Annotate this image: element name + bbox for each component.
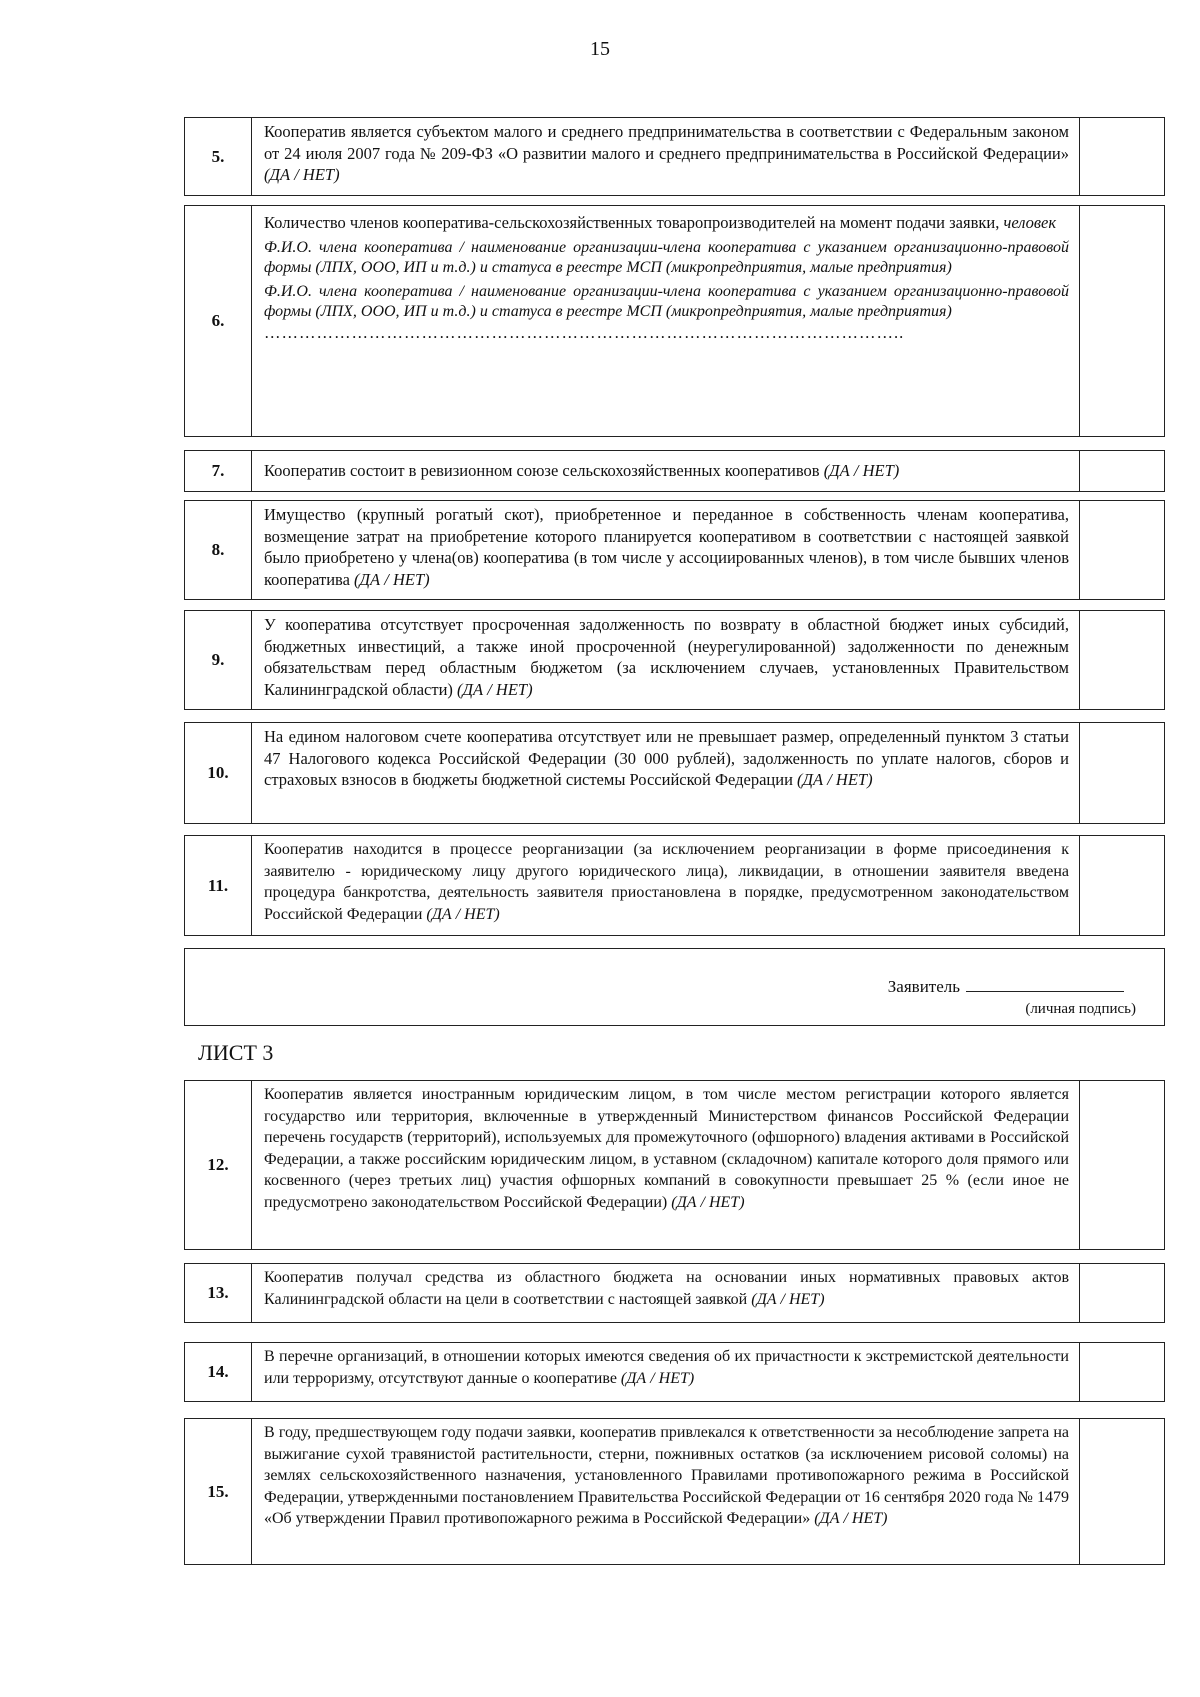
yes-no-option: (ДА / НЕТ) bbox=[823, 461, 900, 481]
answer-cell[interactable] bbox=[1080, 836, 1164, 935]
yes-no-option: (ДА / НЕТ) bbox=[264, 165, 340, 184]
row-text bbox=[252, 1081, 1080, 1249]
answer-cell[interactable] bbox=[1080, 1081, 1164, 1249]
table-row bbox=[184, 835, 1165, 936]
applicant-label: Заявитель bbox=[887, 977, 960, 996]
answer-cell[interactable] bbox=[1080, 1343, 1164, 1401]
sheet-title: ЛИСТ 3 bbox=[198, 1040, 274, 1065]
row-statement: Имущество (крупный рогатый скот), приобретенное и переданное в собственность членам кооператива, возмещение затрат на приобретение которого планируется кооперативом в соответствии с настоящей заявкой было приобретено у члена(ов) кооператива (в том числе у ассоциированных членов), в том числе бывших членов кооператива bbox=[264, 505, 1069, 589]
row-text bbox=[252, 1343, 1080, 1401]
row-number: 15. bbox=[185, 1419, 252, 1564]
table-row bbox=[184, 1342, 1165, 1402]
table-row bbox=[184, 1263, 1165, 1323]
row-statement: Кооператив является субъектом малого и среднего предпринимательства в соответствии с Федеральным законом от 24 июля 2007 года № 209-ФЗ «О развитии малого и среднего предпринимательства в Российской Федерации» bbox=[264, 122, 1069, 163]
signature-line bbox=[888, 975, 1124, 997]
yes-no-option: (ДА / НЕТ) bbox=[751, 1290, 825, 1308]
answer-cell[interactable] bbox=[1080, 118, 1164, 195]
member-note: Ф.И.О. члена кооператива / наименование организации-члена кооператива с указанием организационно-правовой формы (ЛПХ, ООО, ИП и т.д.) и статуса в реестре МСП (микропредприятия, малые предприятия) bbox=[264, 282, 1069, 320]
row-text bbox=[252, 451, 1080, 491]
table-row bbox=[184, 722, 1165, 824]
answer-cell[interactable] bbox=[1080, 1419, 1164, 1564]
table-row bbox=[184, 205, 1165, 437]
member-note: Ф.И.О. члена кооператива / наименование организации-члена кооператива с указанием организационно-правовой формы (ЛПХ, ООО, ИП и т.д.) и статуса в реестре МСП (микропредприятия, малые предприятия) bbox=[264, 238, 1069, 276]
row-text bbox=[252, 501, 1080, 599]
row-number: 8. bbox=[185, 501, 252, 599]
unit-label: человек bbox=[1003, 213, 1057, 232]
page-number: 15 bbox=[590, 38, 610, 60]
row-statement: У кооператива отсутствует просроченная задолженность по возврату в областной бюджет иных субсидий, бюджетных инвестиций, а также иной просроченной (неурегулированной) задолженности по денежным обязательствам перед областным бюджетом (за исключением случаев, установленных Правительством Калининградской области) bbox=[264, 615, 1069, 699]
table-row bbox=[184, 117, 1165, 196]
yes-no-option: (ДА / НЕТ) bbox=[426, 905, 500, 923]
row-text bbox=[252, 118, 1080, 195]
row-number: 13. bbox=[185, 1264, 252, 1322]
table-row bbox=[184, 500, 1165, 600]
row-text bbox=[252, 723, 1080, 823]
row-text bbox=[252, 1419, 1080, 1564]
row-number: 10. bbox=[185, 723, 252, 823]
row-text bbox=[252, 206, 1080, 436]
yes-no-option: (ДА / НЕТ) bbox=[457, 679, 533, 699]
yes-no-option: (ДА / НЕТ) bbox=[797, 770, 873, 789]
row-number: 9. bbox=[185, 611, 252, 709]
answer-cell[interactable] bbox=[1080, 206, 1164, 436]
row-statement: Кооператив находится в процессе реорганизации (за исключением реорганизации в форме присоединения к заявителю - юридическому лицу другого юридического лица), ликвидации, в отношении заявителя введена процедура банкротства, деятельность заявителя приостановлена в порядке, предусмотренном законодательством Российской Федерации bbox=[264, 841, 1069, 923]
table-row bbox=[184, 450, 1165, 492]
table-row bbox=[184, 1418, 1165, 1565]
row-number: 6. bbox=[185, 206, 252, 436]
row-text bbox=[252, 836, 1080, 935]
row-text bbox=[252, 1264, 1080, 1322]
dotted-line: ……………………………………………………………………………………………….. bbox=[264, 322, 905, 342]
signature-block bbox=[184, 948, 1165, 1026]
row-number: 7. bbox=[185, 451, 252, 491]
table-row bbox=[184, 1080, 1165, 1250]
row-statement: В году, предшествующем году подачи заявки, кооператив привлекался к ответственности за несоблюдение запрета на выжигание сухой травянистой растительности, стерни, пожнивных остатков (за исключением рисовой соломы) на землях сельскохозяйственного назначения, установленного Правилами противопожарного режима в Российской Федерации, утвержденными постановлением Правительства Российской Федерации от 16 сентября 2020 года № 1479 «Об утверждении Правил противопожарного режима в Российской Федерации» bbox=[264, 1424, 1069, 1527]
row-number: 11. bbox=[185, 836, 252, 935]
row-number: 14. bbox=[185, 1343, 252, 1401]
table-row bbox=[184, 610, 1165, 710]
row-statement: Кооператив получал средства из областного бюджета на основании иных нормативных правовых актов Калининградской области на цели в соответствии с настоящей заявкой bbox=[264, 1269, 1069, 1308]
yes-no-option: (ДА / НЕТ) bbox=[620, 1369, 695, 1387]
row-number: 12. bbox=[185, 1081, 252, 1249]
answer-cell[interactable] bbox=[1080, 501, 1164, 599]
answer-cell[interactable] bbox=[1080, 611, 1164, 709]
signature-caption: (личная подпись) bbox=[1025, 1001, 1136, 1017]
signature-field[interactable] bbox=[966, 975, 1124, 992]
answer-cell[interactable] bbox=[1080, 1264, 1164, 1322]
row-statement: Кооператив состоит в ревизионном союзе сельскохозяйственных кооперативов bbox=[264, 461, 820, 481]
row-text bbox=[252, 611, 1080, 709]
answer-cell[interactable] bbox=[1080, 451, 1164, 491]
row-statement: Количество членов кооператива-сельскохозяйственных товаропроизводителей на момент подачи заявки, bbox=[264, 213, 1000, 232]
yes-no-option: (ДА / НЕТ) bbox=[354, 569, 430, 589]
row-statement: В перечне организаций, в отношении которых имеются сведения об их причастности к экстремистской деятельности или терроризму, отсутствуют данные о кооперативе bbox=[264, 1348, 1069, 1387]
yes-no-option: (ДА / НЕТ) bbox=[671, 1193, 745, 1211]
answer-cell[interactable] bbox=[1080, 723, 1164, 823]
yes-no-option: (ДА / НЕТ) bbox=[814, 1510, 888, 1527]
row-statement: Кооператив является иностранным юридическим лицом, в том числе местом регистрации которого является государство или территория, включенные в утвержденный Министерством финансов Российской Федерации перечень государств (территорий), используемых для промежуточного (офшорного) владения активами в Российской Федерации, а также российским юридическим лицом, в уставном (складочном) капитале которого доля прямого или косвенного (через третьих лиц) участия офшорных компаний в совокупности превышает 25 % (если иное не предусмотрено законодательством Российской Федерации) bbox=[264, 1086, 1069, 1211]
row-number: 5. bbox=[185, 118, 252, 195]
row-statement: На едином налоговом счете кооператива отсутствует или не превышает размер, определенный пунктом 3 статьи 47 Налогового кодекса Российской Федерации (30 000 рублей), задолженность по уплате налогов, сборов и страховых взносов в бюджеты бюджетной системы Российской Федерации bbox=[264, 727, 1069, 789]
